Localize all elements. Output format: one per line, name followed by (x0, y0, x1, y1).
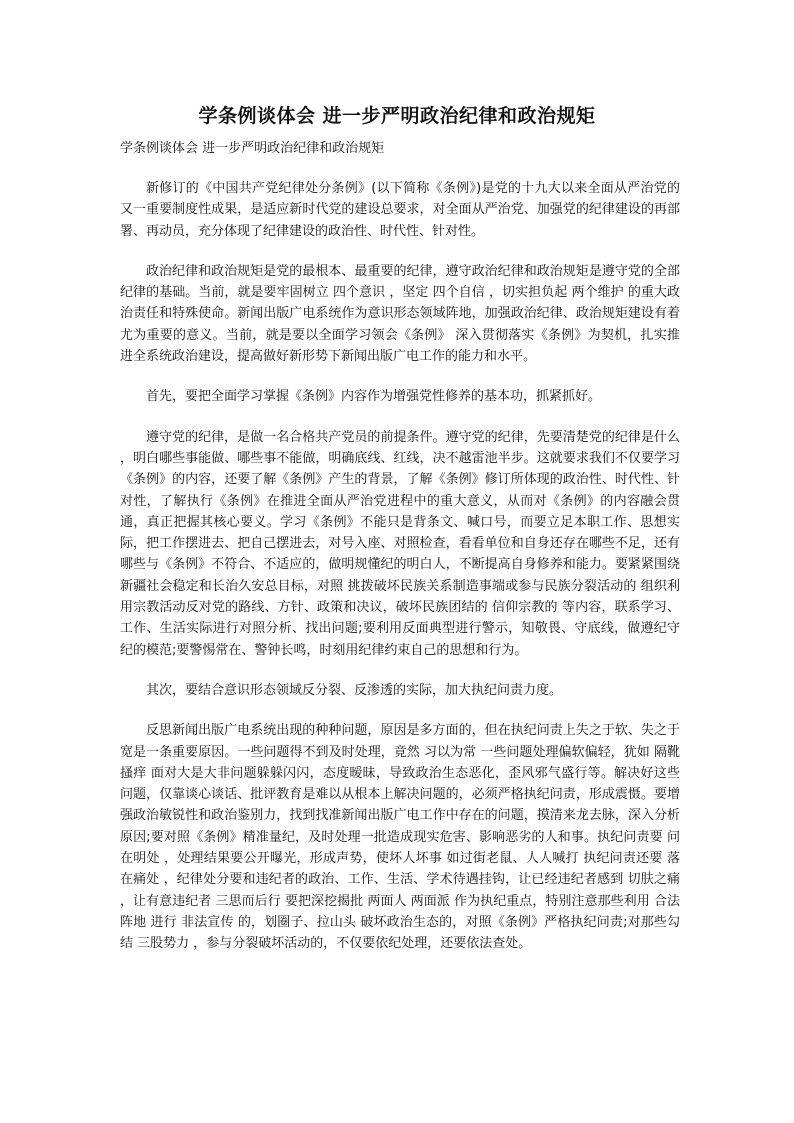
paragraph: 遵守党的纪律，是做一名合格共产党员的前提条件。遵守党的纪律，先要清楚党的纪律是什么 ，明白哪些事能做、哪些事不能做，明确底线、红线，决不越雷池半步。这就要求我们不仅要学习《条例》的内容，还要了解《条例》产生的背景，了解《条例》修订所体现的政治性、时代性、针对性，了解执行《条例》在推进全面从严治党进程中的重大意义，从而对《条例》的内容融会贯通，真正把握其核心要义。学习《条例》不能只是背条文、喊口号，而要立足本职工作、思想实际，把工作摆进去、把自己摆进去，对号入座、对照检查，看看单位和自身还存在哪些不足，还有哪些与《条例》不符合、不适应的，做明规懂纪的明白人，不断提高自身修养和能力。要紧紧围绕新疆社会稳定和长治久安总目标，对照 挑拨破坏民族关系制造事端或参与民族分裂活动的 组织利用宗教活动反对党的路线、方针、政策和决议，破坏民族团结的 信仰宗教的 等内容，联系学习、工作、生活实际进行对照分析、找出问题;要利用反面典型进行警示，知敬畏、守底线，做遵纪守纪的模范;要警惕常在、警钟长鸣，时刻用纪律约束自己的思想和行为。 (120, 429, 680, 658)
paragraph: 其次，要结合意识形态领域反分裂、反渗透的实际，加大执纪问责力度。 (146, 682, 563, 698)
paragraph: 首先，要把全面学习掌握《条例》内容作为增强党性修养的基本功，抓紧抓好。 (146, 389, 602, 405)
document-subtitle: 学条例谈体会 进一步严明政治纪律和政治规矩 (120, 141, 385, 156)
paragraph: 政治纪律和政治规矩是党的最根本、最重要的纪律，遵守政治纪律和政治规矩是遵守党的全部纪律的基础。当前，就是要牢固树立 四个意识 ，坚定 四个自信 ，切实担负起 两个维护 的重大政治责任和特殊使命。新闻出版广电系统作为意识形态领域阵地，加强政治纪律、政治规矩建设有着尤为重要的意义。当前，就是要以全面学习领会《条例》 深入贯彻落实《条例》为契机，扎实推进全系统政治建设，提高做好新形势下新闻出版广电工作的能力和水平。 (120, 263, 680, 365)
document-body (120, 178, 680, 955)
document-title: 学条例谈体会 进一步严明政治纪律和政治规矩 (198, 105, 596, 127)
paragraph: 反思新闻出版广电系统出现的种种问题，原因是多方面的，但在执纪问责上失之于软、失之于宽是一条重要原因。一些问题得不到及时处理，竟然 习以为常 一些问题处理偏软偏轻，犹如 隔靴搔痒 面对大是大非问题躲躲闪闪，态度暧昧，导致政治生态恶化，歪风邪气盛行等。解决好这些问题，仅靠谈心谈话、批评教育是难以从根本上解决问题的，必须严格执纪问责，形成震慑。要增强政治敏锐性和政治鉴别力，找到找准新闻出版广电工作中存在的问题，摸清来龙去脉，深入分析原因;要对照《条例》精准量纪，及时处理一批造成现实危害、影响恶劣的人和事。执纪问责要 问在明处 ，处理结果要公开曝光，形成声势，使坏人坏事 如过街老鼠、人人喊打 执纪问责还要 落在痛处 ，纪律处分要和违纪者的政治、工作、生活、学术待遇挂钩，让已经违纪者感到 切肤之痛 ，让有意违纪者 三思而后行 要把深挖揭批 两面人 两面派 作为执纪重点，特别注意那些利用 合法阵地 进行 非法宣传 的，划圈子、拉山头 破坏政治生态的，对照《条例》严格执纪问责;对那些勾结 三股势力 ，参与分裂破坏活动的，不仅要依纪处理，还要依法查处。 (120, 723, 680, 952)
paragraph: 新修订的《中国共产党纪律处分条例》(以下简称《条例》)是党的十九大以来全面从严治党的又一重要制度性成果，是适应新时代党的建设总要求，对全面从严治党、加强党的纪律建设的再部署、再动员，充分体现了纪律建设的政治性、时代性、针对性。 (120, 181, 680, 239)
